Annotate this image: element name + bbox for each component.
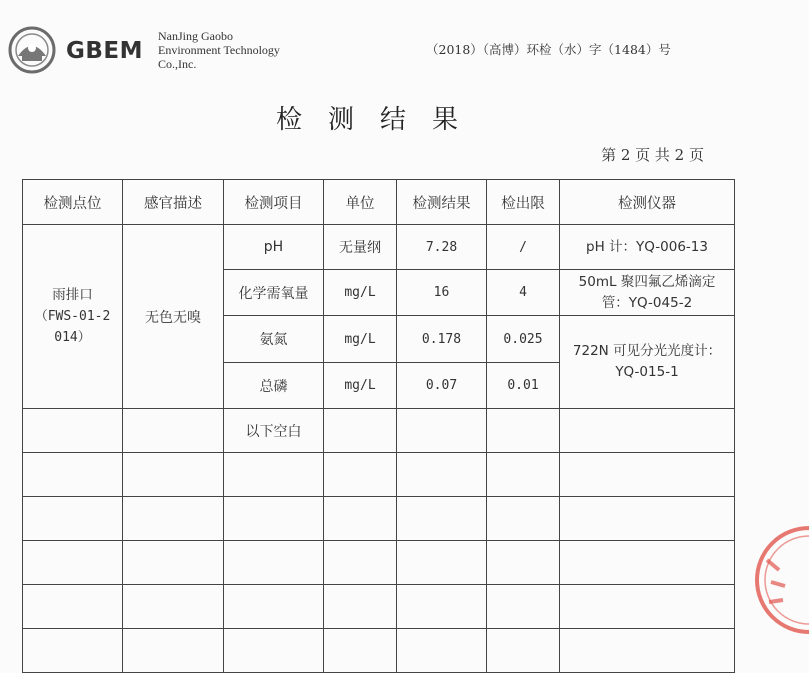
limit-cell: 0.025 [487,316,560,363]
header-limit: 检出限 [487,180,560,225]
table-row [23,497,735,541]
page-title: 检测结果 [275,105,484,135]
company-line: Environment Technology [158,43,280,57]
instrument-line: 50mL 聚四氟乙烯滴定 [578,273,716,290]
location-line: 雨排口 [52,287,93,303]
official-seal-icon [749,520,809,640]
unit-cell: mg/L [324,270,397,316]
results-table [22,179,735,673]
header-result: 检测结果 [397,180,487,225]
item-cell: 总磷 [224,363,324,409]
item-cell: 化学需氧量 [224,270,324,316]
instrument-cell [560,316,735,409]
result-cell: 0.178 [397,316,487,363]
brand-name: GBEM [66,38,144,64]
item-cell: pH [224,225,324,270]
limit-cell: / [487,225,560,270]
header-unit: 单位 [324,180,397,225]
limit-cell: 0.01 [487,363,560,409]
unit-cell: 无量纲 [324,225,397,270]
company-line: NanJing Gaobo [158,29,233,43]
instrument-line: 管：YQ-045-2 [601,294,693,311]
header-instrument: 检测仪器 [560,180,735,225]
result-cell: 7.28 [397,225,487,270]
document-number: （2018）（高博）环检（水）字（1484）号 [426,42,671,57]
blank-note: 以下空白 [224,409,324,453]
location-line: 014） [54,330,91,345]
table-row [23,453,735,497]
result-cell: 0.07 [397,363,487,409]
header-location: 检测点位 [23,180,123,225]
sensory-cell: 无色无嗅 [123,225,224,409]
unit-cell: mg/L [324,316,397,363]
instrument-cell [560,270,735,316]
result-cell: 16 [397,270,487,316]
company-name [158,29,280,71]
logo-emblem-icon [8,26,56,74]
instrument-line: YQ-015-1 [615,364,679,380]
table-header-row [23,180,735,225]
table-row [23,585,735,629]
location-line: （FWS-01-2 [34,309,111,324]
table-row [23,629,735,673]
table-row [23,225,735,270]
table-row [23,409,735,453]
instrument-line: pH 计：YQ-006-13 [586,238,708,255]
header-sensory: 感官描述 [123,180,224,225]
company-logo [8,26,56,74]
unit-cell: mg/L [324,363,397,409]
header-item: 检测项目 [224,180,324,225]
limit-cell: 4 [487,270,560,316]
company-line: Co.,Inc. [158,57,197,71]
instrument-line: 722N 可见分光光度计： [572,343,722,359]
page-number: 第 2 页 共 2 页 [601,146,704,164]
location-cell [23,225,123,409]
instrument-cell [560,225,735,270]
item-cell: 氨氮 [224,316,324,363]
table-row [23,541,735,585]
